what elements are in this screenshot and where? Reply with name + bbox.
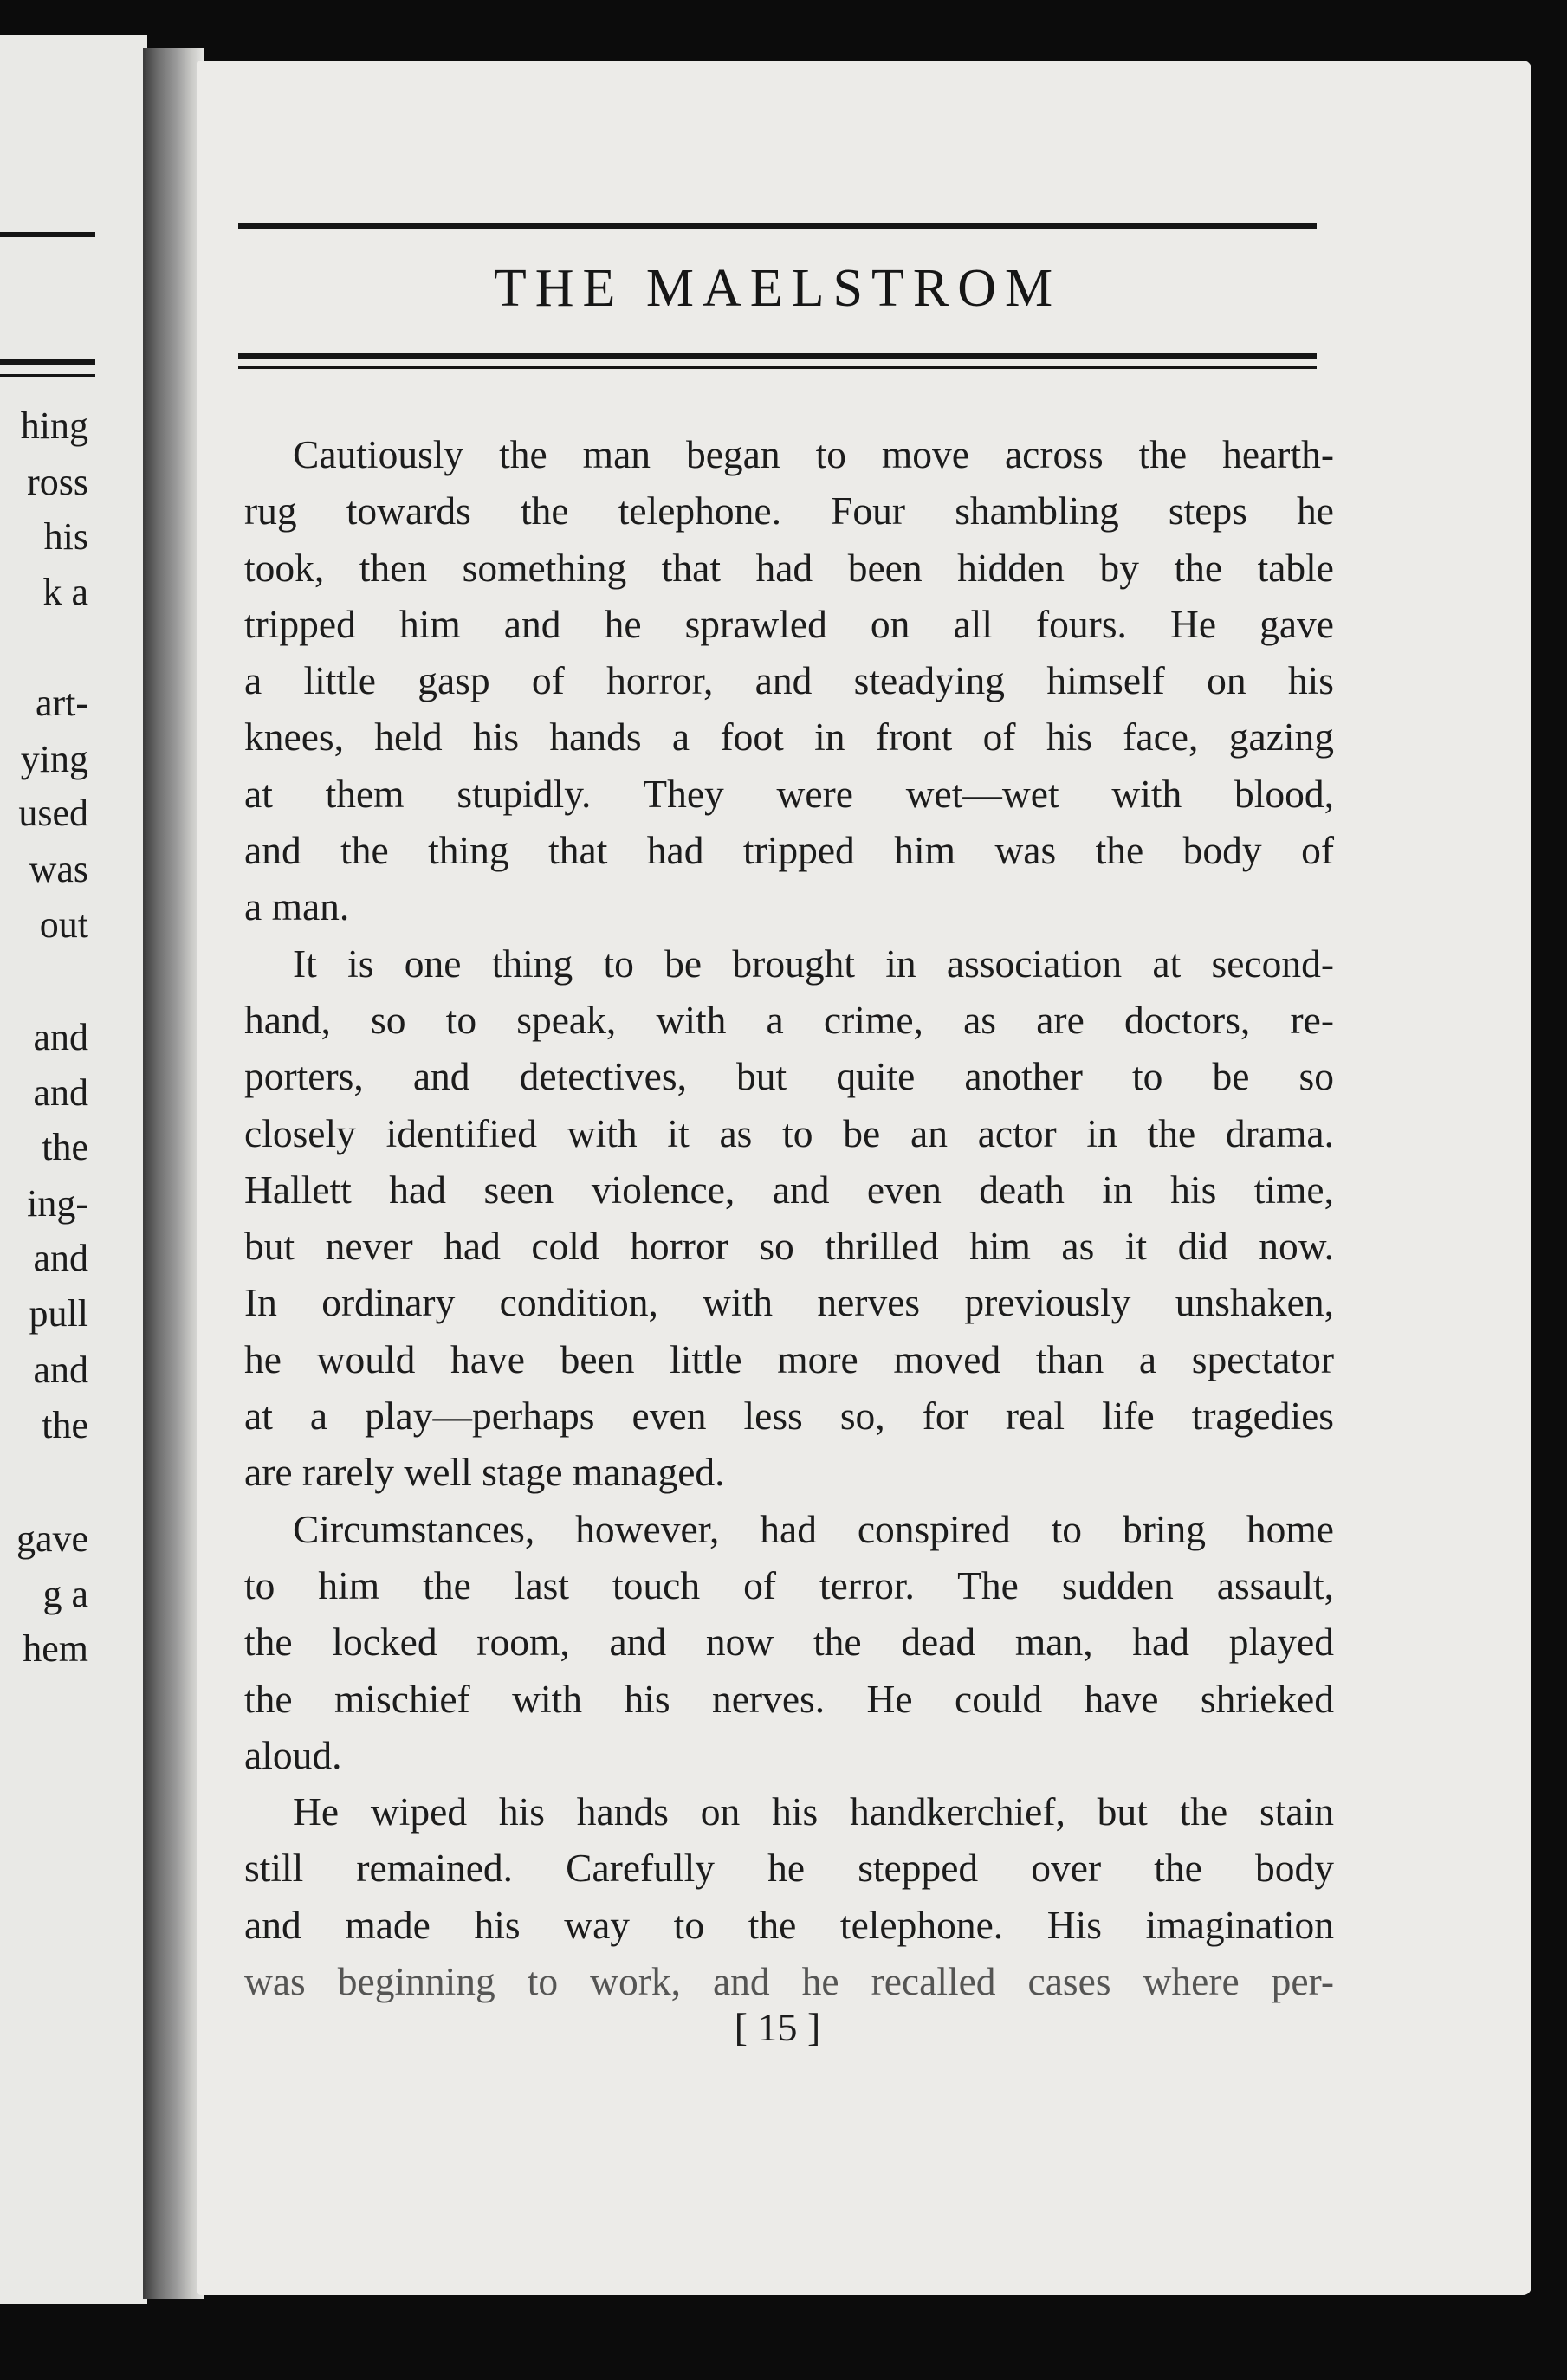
facing-page-fragment: ross <box>27 461 88 503</box>
facing-page-fragment: ying <box>20 738 88 780</box>
facing-page-fragment: and <box>33 1016 88 1058</box>
facing-page-fragment: pull <box>29 1292 88 1335</box>
facing-page-fragment: art- <box>35 682 88 724</box>
text-line: Hallett had seen violence, and even death in his time, <box>244 1167 1334 1212</box>
text-line: still remained. Carefully he stepped over the body <box>244 1846 1334 1891</box>
text-line: took, then something that had been hidden by the table <box>244 545 1334 590</box>
text-line: to him the last touch of terror. The sudden assault, <box>244 1562 1334 1607</box>
text-line: Circumstances, however, had conspired to bring home <box>293 1506 1334 1551</box>
facing-page-fragment: the <box>42 1126 88 1168</box>
facing-page-fragment: out <box>39 903 88 946</box>
book-spine-gutter <box>143 48 204 2299</box>
paragraph <box>244 935 1334 1501</box>
facing-page-fragment: and <box>33 1071 88 1114</box>
text-line: It is one thing to be brought in association at second- <box>293 941 1334 986</box>
facing-page-fragment: hem <box>23 1627 88 1670</box>
text-line: but never had cold horror so thrilled him as it did now. <box>244 1224 1334 1269</box>
facing-page-fragment: k a <box>42 571 88 613</box>
facing-page-header-rule <box>0 232 95 237</box>
text-line: a man. <box>244 884 350 929</box>
facing-page-fragment: the <box>42 1404 88 1446</box>
facing-page-fragment: ing- <box>27 1182 88 1225</box>
facing-page-fragment: and <box>33 1348 88 1391</box>
text-line: at them stupidly. They were wet—wet with blood, <box>244 771 1334 816</box>
header-rule-top <box>238 223 1317 229</box>
header-rule-bottom-thin <box>238 366 1317 369</box>
paragraph <box>244 1783 1334 2009</box>
text-line: closely identified with it as to be an actor in the drama. <box>244 1110 1334 1155</box>
facing-page-fragment: his <box>43 515 88 558</box>
text-line: aloud. <box>244 1732 342 1777</box>
text-line: and made his way to the telephone. His imagination <box>244 1902 1334 1947</box>
facing-page-fragment: was <box>29 848 88 890</box>
facing-page-fragment: and <box>33 1237 88 1279</box>
facing-page-fragment: gave <box>16 1517 88 1560</box>
text-line: and the thing that had tripped him was the body of <box>244 828 1334 873</box>
text-line: the locked room, and now the dead man, had played <box>244 1620 1334 1665</box>
facing-page-fragment: used <box>18 792 88 834</box>
facing-page-header-double-rule-thin <box>0 374 95 377</box>
text-line: he would have been little more moved than a spectator <box>244 1336 1334 1381</box>
text-line: In ordinary condition, with nerves previously unshaken, <box>244 1280 1334 1325</box>
facing-page-left <box>0 35 147 2304</box>
text-line: rug towards the telephone. Four shambling steps he <box>244 488 1334 534</box>
paragraph <box>244 1501 1334 1783</box>
text-line: the mischief with his nerves. He could have shrieked <box>244 1676 1334 1721</box>
text-line: Cautiously the man began to move across the hearth- <box>293 432 1334 476</box>
facing-page-fragment: g a <box>42 1573 88 1615</box>
text-line: a little gasp of horror, and steadying himself on his <box>244 658 1334 703</box>
text-line: are rarely well stage managed. <box>244 1450 725 1495</box>
page-body-text <box>244 426 1334 2009</box>
text-line: hand, so to speak, with a crime, as are doctors, re- <box>244 997 1334 1042</box>
header-rule-bottom-thick <box>238 353 1317 359</box>
paragraph <box>244 426 1334 935</box>
text-line: at a play—perhaps even less so, for real life tragedies <box>244 1394 1334 1439</box>
text-line: porters, and detectives, but quite another to be so <box>244 1054 1334 1099</box>
facing-page-fragment: hing <box>20 404 88 447</box>
running-title: THE MAELSTROM <box>493 259 1062 318</box>
text-line: tripped him and he sprawled on all fours. He gave <box>244 601 1334 646</box>
facing-page-header-double-rule <box>0 359 95 365</box>
text-line: knees, held his hands a foot in front of his face, gazing <box>244 715 1334 760</box>
text-line: He wiped his hands on his handkerchief, but the stain <box>293 1789 1334 1834</box>
text-line: was beginning to work, and he recalled cases where per- <box>244 1959 1334 2004</box>
page-number: [ 15 ] <box>734 2005 821 2049</box>
